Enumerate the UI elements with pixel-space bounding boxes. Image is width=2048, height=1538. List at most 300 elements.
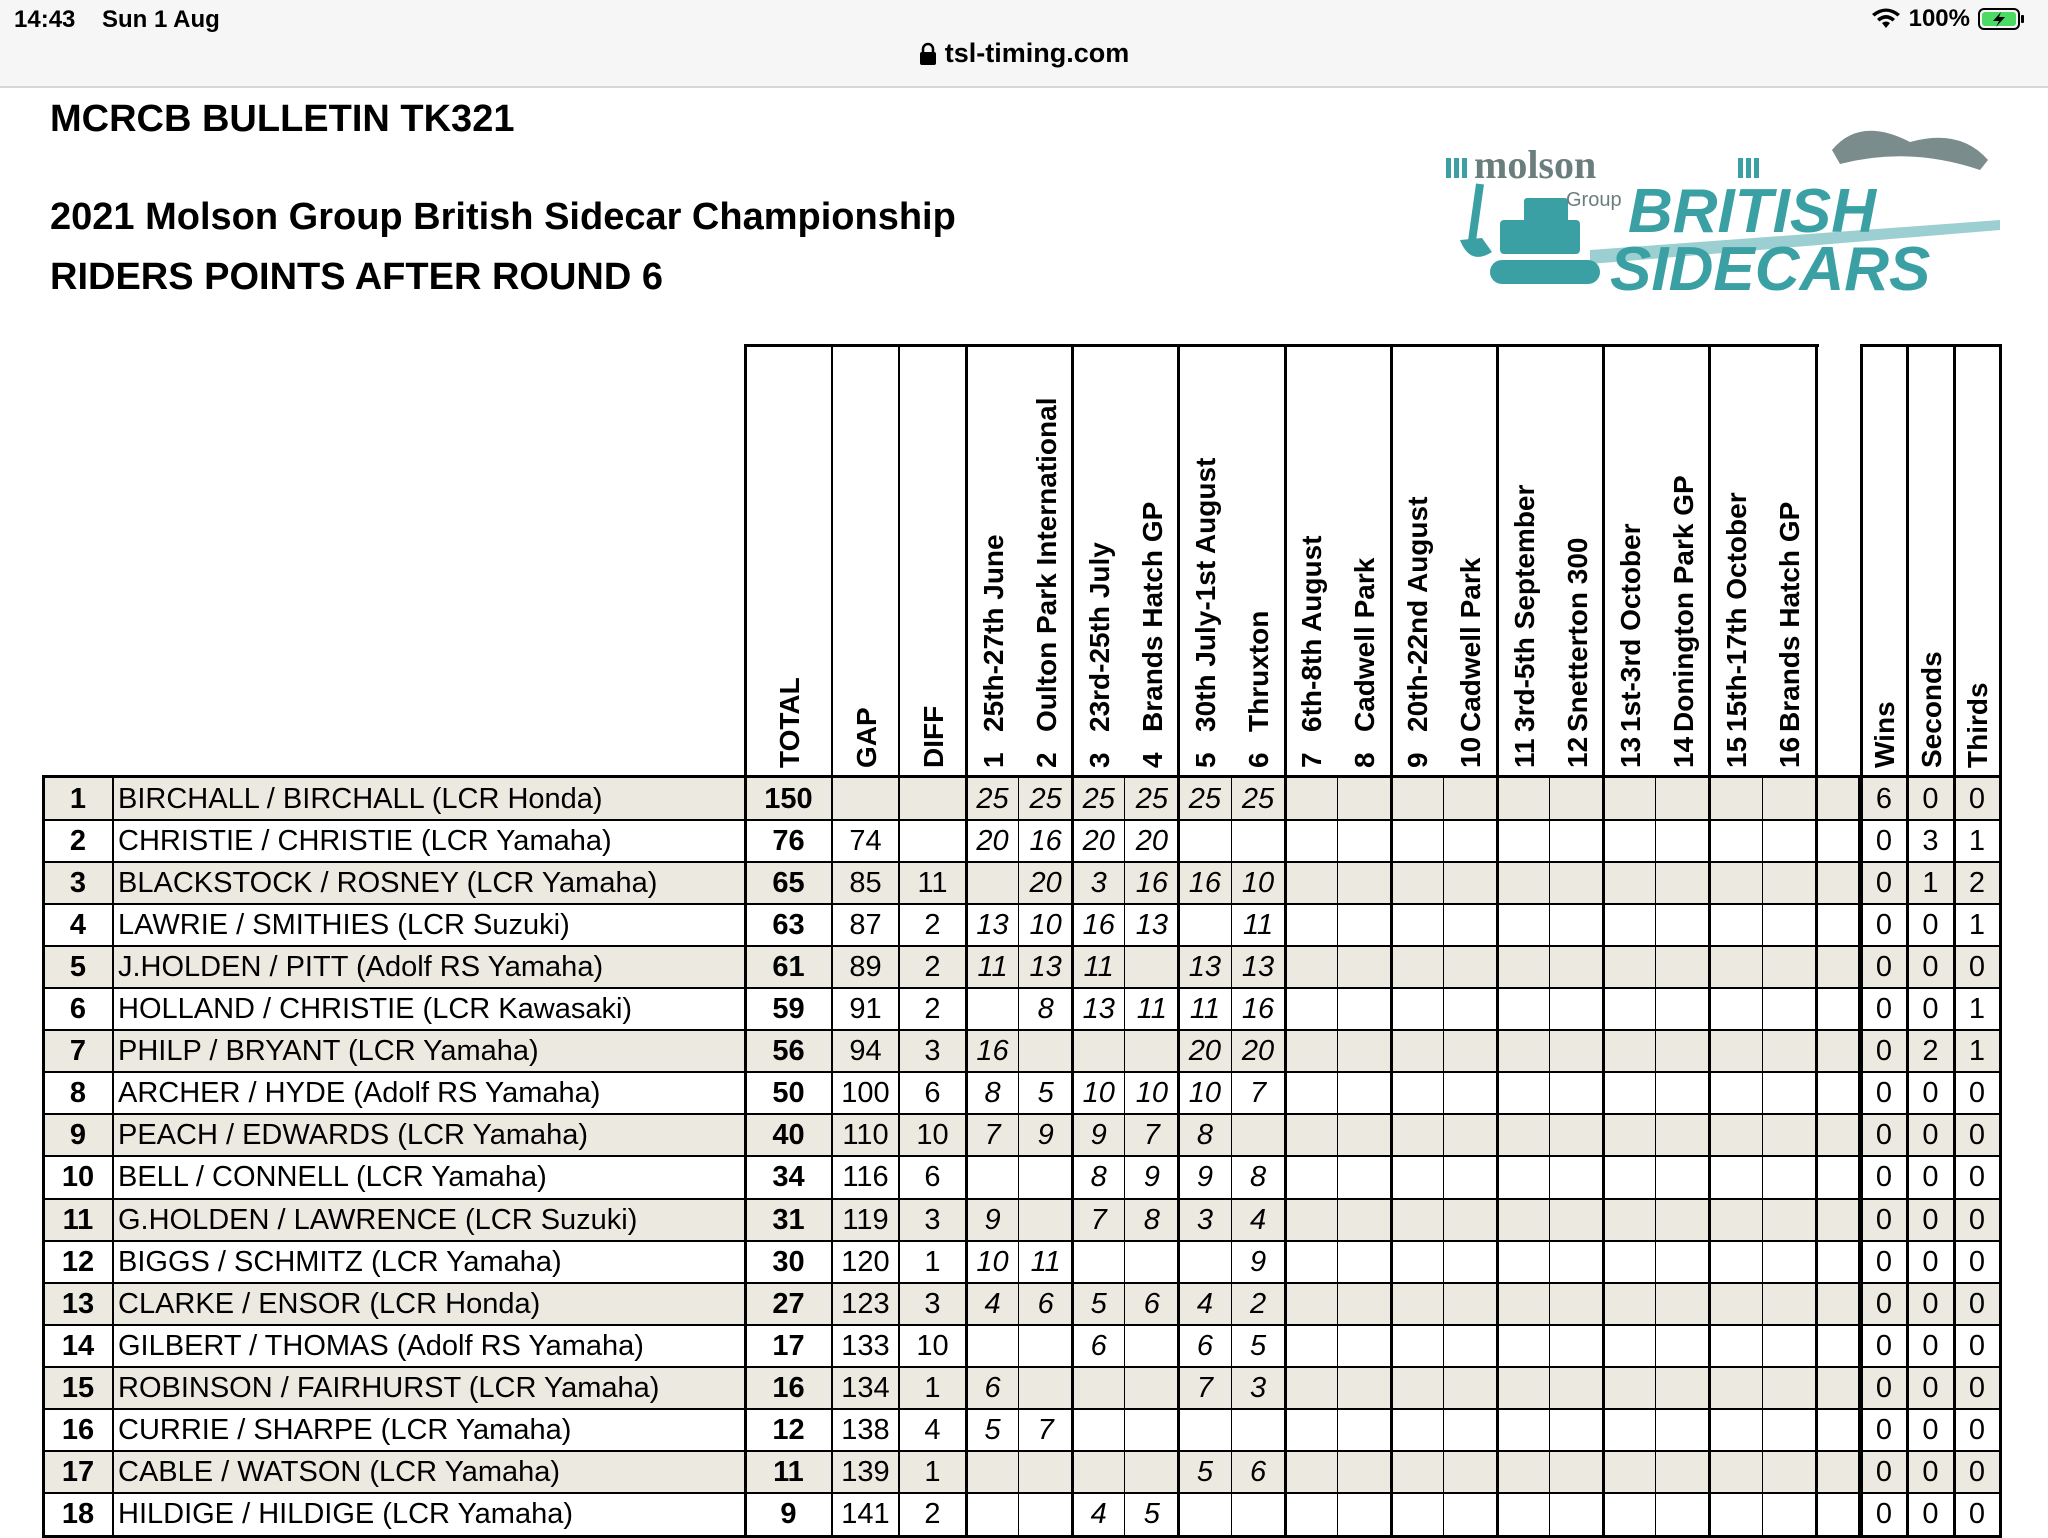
row-gap: 74	[849, 825, 882, 858]
row-thirds: 1	[1968, 1035, 1986, 1068]
col-rule	[744, 344, 747, 1538]
round-number: 9	[1402, 752, 1434, 768]
round-col-rule	[1762, 775, 1763, 1538]
row-thirds: 0	[1968, 1371, 1986, 1404]
row-position: 11	[62, 1203, 94, 1236]
row-gap: 120	[841, 1245, 890, 1278]
round-col-rule	[1337, 775, 1338, 1538]
row-round-points: 16	[1029, 825, 1062, 858]
row-diff: 2	[924, 909, 941, 942]
row-gap: 89	[849, 951, 882, 984]
round-number: 14	[1667, 736, 1699, 768]
stats-col-rule	[1906, 344, 1909, 1538]
row-rule	[43, 987, 2000, 989]
row-round-points: 13	[1188, 951, 1222, 984]
row-round-points: 9	[1143, 1161, 1160, 1194]
row-round-points: 20	[1135, 825, 1168, 858]
row-thirds: 0	[1968, 1077, 1986, 1110]
row-gap: 138	[841, 1413, 890, 1446]
round-col-rule	[1284, 344, 1287, 1538]
row-round-points: 11	[1136, 993, 1167, 1026]
round-label: Cadwell Park	[1455, 557, 1487, 732]
round-label: Brands Hatch GP	[1774, 501, 1806, 732]
row-diff: 1	[924, 1455, 941, 1488]
col-header-round-8	[1349, 558, 1381, 768]
row-wins: 0	[1875, 825, 1893, 858]
round-number: 1	[977, 752, 1009, 768]
row-round-points: 16	[1135, 867, 1168, 900]
bulletin-title: MCRCB BULLETIN TK321	[50, 98, 515, 140]
row-total: 9	[780, 1497, 797, 1530]
row-total: 61	[772, 951, 805, 984]
row-position: 14	[61, 1329, 95, 1362]
col-rule	[898, 344, 900, 1538]
status-time: 14:43	[14, 6, 76, 33]
row-rider-names: CHRISTIE / CHRISTIE (LCR Yamaha)	[118, 825, 612, 858]
row-seconds: 0	[1922, 993, 1939, 1026]
row-position: 17	[61, 1455, 95, 1488]
row-rule	[43, 1113, 2000, 1115]
row-total: 34	[772, 1161, 805, 1194]
row-rider-names: PHILP / BRYANT (LCR Yamaha)	[118, 1035, 539, 1068]
row-rider-names: LAWRIE / SMITHIES (LCR Suzuki)	[118, 909, 570, 942]
row-rider-names: CABLE / WATSON (LCR Yamaha)	[118, 1455, 561, 1488]
row-round-points: 5	[1143, 1497, 1160, 1530]
row-thirds: 0	[1968, 1287, 1986, 1320]
row-round-points: 8	[1037, 993, 1054, 1026]
row-rule	[43, 1071, 2000, 1073]
row-position: 1	[69, 783, 87, 815]
row-round-points: 10	[1135, 1077, 1168, 1110]
row-round-points: 16	[1241, 993, 1275, 1026]
row-seconds: 0	[1922, 1203, 1939, 1236]
row-seconds: 0	[1922, 1077, 1939, 1110]
row-thirds: 0	[1968, 951, 1986, 984]
row-round-points: 7	[1249, 1077, 1267, 1110]
row-round-points: 10	[1082, 1077, 1115, 1110]
round-label: 20th-22nd August	[1402, 496, 1434, 732]
round-col-rule	[1708, 344, 1711, 1538]
row-round-points: 20	[1188, 1035, 1222, 1068]
spacer-rule	[1816, 344, 1818, 1538]
row-rider-names: CLARKE / ENSOR (LCR Honda)	[118, 1287, 541, 1320]
row-round-points: 4	[1196, 1287, 1213, 1320]
row-round-points: 2	[1249, 1287, 1267, 1320]
row-rider-names: BIRCHALL / BIRCHALL (LCR Honda)	[118, 783, 603, 815]
round-number: 3	[1083, 752, 1115, 768]
col-header-round-3	[1084, 542, 1116, 768]
row-round-points: 25	[1135, 783, 1168, 815]
row-round-points: 5	[1196, 1455, 1213, 1488]
row-gap: 123	[841, 1287, 890, 1320]
row-rider-names: G.HOLDEN / LAWRENCE (LCR Suzuki)	[118, 1203, 638, 1236]
row-round-points: 20	[1082, 825, 1115, 858]
row-wins: 0	[1875, 1497, 1893, 1530]
row-gap: 110	[842, 1119, 889, 1152]
row-gap: 119	[842, 1203, 889, 1236]
row-rule	[43, 861, 2000, 863]
row-position: 10	[61, 1161, 95, 1194]
row-round-points: 20	[976, 825, 1009, 858]
row-diff: 2	[924, 951, 941, 984]
round-number: 5	[1189, 752, 1221, 768]
row-round-points: 6	[1143, 1287, 1160, 1320]
row-rule	[43, 1450, 2000, 1452]
row-gap: 133	[841, 1329, 890, 1362]
row-rule	[43, 1492, 2000, 1494]
col-header-round-13	[1615, 524, 1647, 769]
header-top-rule	[745, 344, 1816, 347]
col-header-round-4	[1137, 502, 1169, 768]
col-header-wins: Wins	[1869, 701, 1900, 768]
row-position: 4	[69, 909, 87, 942]
col-header-round-14	[1668, 475, 1700, 768]
row-seconds: 0	[1922, 783, 1939, 815]
row-diff: 3	[924, 1035, 941, 1068]
row-seconds: 0	[1922, 1497, 1939, 1530]
round-label: Donington Park GP	[1667, 475, 1699, 732]
stats-col-rule	[1860, 344, 1863, 1538]
row-position: 18	[61, 1497, 95, 1530]
row-rider-names: GILBERT / THOMAS (Adolf RS Yamaha)	[118, 1329, 644, 1362]
row-round-points: 5	[984, 1413, 1001, 1446]
row-round-points: 6	[1249, 1455, 1267, 1488]
row-diff: 2	[924, 993, 941, 1026]
row-position: 9	[69, 1119, 87, 1152]
row-thirds: 1	[1968, 909, 1986, 942]
row-round-points: 7	[1090, 1203, 1107, 1236]
col-header-round-10	[1455, 558, 1487, 768]
row-round-points: 11	[1030, 1245, 1061, 1278]
row-rider-names: HOLLAND / CHRISTIE (LCR Kawasaki)	[118, 993, 633, 1026]
row-total: 17	[772, 1329, 805, 1362]
row-position: 12	[61, 1245, 95, 1278]
row-wins: 0	[1875, 1371, 1893, 1404]
row-total: 65	[772, 867, 805, 900]
round-number: 12	[1561, 736, 1593, 768]
round-number: 4	[1136, 752, 1168, 768]
row-diff: 1	[924, 1371, 941, 1404]
round-label: 1st-3rd October	[1614, 523, 1646, 732]
row-round-points: 10	[976, 1245, 1009, 1278]
row-rule	[43, 1408, 2000, 1410]
row-gap: 94	[849, 1035, 882, 1068]
round-col-rule	[1443, 775, 1444, 1538]
row-total: 11	[773, 1455, 804, 1488]
row-round-points: 8	[1249, 1161, 1267, 1194]
row-rider-names: CURRIE / SHARPE (LCR Yamaha)	[118, 1413, 572, 1446]
battery-percent: 100%	[1908, 5, 1970, 32]
row-position: 3	[69, 867, 87, 900]
row-total: 150	[764, 783, 813, 815]
row-diff: 4	[924, 1413, 941, 1446]
row-total: 56	[772, 1035, 805, 1068]
stats-col-rule	[1953, 344, 1956, 1538]
col-header-total: TOTAL	[773, 677, 805, 768]
round-col-rule	[1655, 775, 1656, 1538]
row-diff: 2	[924, 1497, 941, 1530]
round-number: 6	[1243, 752, 1275, 768]
row-seconds: 0	[1922, 951, 1939, 984]
row-diff: 1	[924, 1245, 941, 1278]
row-round-points: 3	[1249, 1371, 1267, 1404]
row-thirds: 0	[1968, 783, 1986, 815]
row-round-points: 13	[976, 909, 1009, 942]
col-rule	[831, 344, 833, 1538]
row-round-points: 20	[1241, 1035, 1275, 1068]
row-total: 16	[772, 1371, 805, 1404]
col-header-thirds: Thirds	[1962, 682, 1993, 768]
col-header-seconds: Seconds	[1915, 651, 1947, 768]
row-total: 59	[772, 993, 805, 1026]
row-rule	[43, 1155, 2000, 1157]
row-wins: 0	[1875, 1035, 1893, 1068]
row-position: 16	[61, 1413, 95, 1446]
row-gap: 116	[842, 1161, 889, 1194]
row-round-points: 4	[1090, 1497, 1107, 1530]
col-header-gap: GAP	[850, 707, 882, 768]
row-gap: 100	[841, 1077, 890, 1110]
row-thirds: 0	[1968, 1203, 1986, 1236]
row-rule	[43, 1324, 2000, 1326]
row-thirds: 0	[1968, 1497, 1986, 1530]
table-bottom-rule	[43, 1535, 2000, 1538]
row-seconds: 0	[1922, 1329, 1939, 1362]
round-label: 3rd-5th September	[1508, 484, 1540, 732]
row-rider-names: BLACKSTOCK / ROSNEY (LCR Yamaha)	[118, 867, 658, 900]
stats-col-rule	[1999, 344, 2002, 1538]
row-wins: 0	[1875, 951, 1893, 984]
round-col-rule	[1549, 775, 1550, 1538]
row-seconds: 0	[1922, 1161, 1939, 1194]
row-wins: 0	[1875, 1287, 1893, 1320]
col-header-round-12	[1562, 538, 1594, 769]
row-rider-names: BELL / CONNELL (LCR Yamaha)	[118, 1161, 547, 1194]
col-header-round-16	[1774, 502, 1806, 768]
row-round-points: 6	[1037, 1287, 1054, 1320]
round-label: 25th-27th June	[977, 534, 1009, 732]
row-round-points: 6	[1090, 1329, 1107, 1362]
row-rule	[43, 1029, 2000, 1031]
row-wins: 0	[1875, 993, 1893, 1026]
championship-title: 2021 Molson Group British Sidecar Championship	[50, 196, 956, 238]
row-round-points: 4	[984, 1287, 1001, 1320]
row-round-points: 8	[1090, 1161, 1107, 1194]
row-wins: 0	[1875, 867, 1893, 900]
row-total: 31	[772, 1203, 805, 1236]
row-thirds: 0	[1968, 1119, 1986, 1152]
row-position: 13	[61, 1287, 95, 1320]
row-rider-names: HILDIGE / HILDIGE (LCR Yamaha)	[118, 1497, 574, 1530]
row-wins: 0	[1875, 1413, 1893, 1446]
table-top-rule	[43, 775, 2000, 778]
col-rule	[112, 775, 114, 1538]
row-rule	[43, 903, 2000, 905]
row-round-points: 11	[1083, 951, 1114, 984]
row-round-points: 25	[976, 783, 1009, 815]
row-rule	[43, 1198, 2000, 1200]
row-gap: 134	[841, 1371, 890, 1404]
row-round-points: 25	[1188, 783, 1222, 815]
round-label: 6th-8th August	[1296, 535, 1328, 732]
row-diff: 3	[924, 1287, 941, 1320]
row-round-points: 10	[1188, 1077, 1222, 1110]
col-rule	[42, 775, 45, 1538]
row-thirds: 0	[1968, 1161, 1986, 1194]
round-col-rule	[1602, 344, 1605, 1538]
row-round-points: 6	[1196, 1329, 1213, 1362]
row-seconds: 0	[1922, 1287, 1939, 1320]
row-round-points: 13	[1135, 909, 1168, 942]
row-thirds: 0	[1968, 1413, 1986, 1446]
row-round-points: 5	[1249, 1329, 1267, 1362]
round-col-rule	[1124, 775, 1125, 1538]
row-round-points: 3	[1196, 1203, 1213, 1236]
row-thirds: 0	[1968, 1329, 1986, 1362]
row-round-points: 13	[1241, 951, 1275, 984]
col-header-round-2	[1031, 398, 1063, 768]
row-thirds: 1	[1968, 993, 1986, 1026]
header-top-rule-stats	[1861, 344, 2000, 347]
row-seconds: 0	[1922, 1119, 1939, 1152]
row-round-points: 9	[1196, 1161, 1213, 1194]
row-round-points: 16	[1082, 909, 1115, 942]
row-wins: 0	[1875, 1119, 1893, 1152]
row-round-points: 10	[1241, 867, 1275, 900]
row-diff: 6	[924, 1161, 941, 1194]
row-gap: 141	[841, 1497, 890, 1530]
col-header-round-15	[1721, 492, 1753, 768]
row-round-points: 9	[1037, 1119, 1054, 1152]
col-header-round-5	[1190, 458, 1222, 768]
row-round-points: 8	[984, 1077, 1001, 1110]
round-number: 2	[1030, 752, 1062, 768]
row-position: 8	[69, 1077, 87, 1110]
row-seconds: 0	[1922, 1413, 1939, 1446]
row-wins: 0	[1875, 1161, 1893, 1194]
status-date: Sun 1 Aug	[102, 6, 220, 33]
row-diff: 11	[917, 867, 948, 900]
logo-word-sidecars: SIDECARS	[1610, 235, 1931, 300]
round-number: 13	[1614, 736, 1646, 768]
row-rule	[43, 819, 2000, 821]
row-seconds: 3	[1922, 825, 1939, 858]
row-round-points: 20	[1029, 867, 1062, 900]
row-diff: 6	[924, 1077, 941, 1110]
row-total: 76	[772, 825, 805, 858]
round-number: 7	[1296, 752, 1328, 768]
row-rider-names: ARCHER / HYDE (Adolf RS Yamaha)	[118, 1077, 601, 1110]
row-position: 6	[69, 993, 87, 1026]
row-thirds: 2	[1968, 867, 1986, 900]
row-round-points: 13	[1029, 951, 1062, 984]
row-round-points: 5	[1037, 1077, 1054, 1110]
row-diff: 10	[916, 1329, 949, 1362]
row-rule	[43, 1366, 2000, 1368]
row-seconds: 0	[1922, 1371, 1939, 1404]
row-rule	[43, 1240, 2000, 1242]
row-total: 63	[772, 909, 805, 942]
row-wins: 6	[1875, 783, 1893, 815]
row-seconds: 0	[1922, 909, 1939, 942]
round-label: Snetterton 300	[1561, 537, 1593, 732]
round-label: 23rd-25th July	[1083, 542, 1115, 732]
row-round-points: 11	[977, 951, 1008, 984]
row-rider-names: BIGGS / SCHMITZ (LCR Yamaha)	[118, 1245, 562, 1278]
round-label: Oulton Park International	[1030, 397, 1062, 732]
round-col-rule	[965, 344, 968, 1538]
col-header-round-1	[978, 534, 1010, 768]
url-text[interactable]: tsl-timing.com	[944, 38, 1130, 68]
round-col-rule	[1177, 344, 1180, 1538]
stats-double-rule	[1858, 775, 1860, 1538]
row-seconds: 0	[1922, 1245, 1939, 1278]
row-position: 2	[69, 825, 87, 858]
logo-word-molson: molson	[1474, 142, 1597, 187]
col-header-round-7	[1296, 536, 1328, 769]
row-round-points: 11	[1242, 909, 1274, 942]
row-round-points: 9	[984, 1203, 1001, 1236]
round-number: 11	[1508, 738, 1540, 768]
row-rule	[43, 945, 2000, 947]
row-gap: 85	[849, 867, 882, 900]
col-header-round-6	[1243, 611, 1275, 768]
row-diff: 10	[916, 1119, 949, 1152]
round-col-rule	[1018, 775, 1019, 1538]
row-thirds: 0	[1968, 1245, 1986, 1278]
row-rider-names: ROBINSON / FAIRHURST (LCR Yamaha)	[118, 1371, 660, 1404]
row-round-points: 10	[1029, 909, 1062, 942]
row-wins: 0	[1875, 1203, 1893, 1236]
row-round-points: 9	[1249, 1245, 1267, 1278]
row-round-points: 4	[1249, 1203, 1267, 1236]
round-label: Brands Hatch GP	[1136, 501, 1168, 732]
row-thirds: 1	[1968, 825, 1986, 858]
round-col-rule	[1231, 775, 1232, 1538]
row-wins: 0	[1875, 1245, 1893, 1278]
row-gap: 139	[841, 1455, 890, 1488]
row-diff: 3	[924, 1203, 941, 1236]
col-header-round-11	[1509, 485, 1541, 768]
row-seconds: 1	[1922, 867, 1939, 900]
row-round-points: 13	[1082, 993, 1115, 1026]
round-number: 16	[1774, 736, 1806, 768]
row-rider-names: PEACH / EDWARDS (LCR Yamaha)	[118, 1119, 589, 1152]
row-gap: 91	[849, 993, 882, 1026]
round-label: 15th-17th October	[1720, 492, 1752, 732]
row-wins: 0	[1875, 909, 1893, 942]
round-col-rule	[1390, 344, 1393, 1538]
round-number: 15	[1720, 736, 1752, 768]
row-round-points: 8	[1196, 1119, 1213, 1152]
row-round-points: 25	[1029, 783, 1062, 815]
row-round-points: 7	[984, 1119, 1001, 1152]
round-col-rule	[1071, 344, 1074, 1538]
row-wins: 0	[1875, 1455, 1893, 1488]
row-wins: 0	[1875, 1329, 1893, 1362]
row-total: 12	[772, 1413, 805, 1446]
round-label: Cadwell Park	[1349, 557, 1381, 732]
row-position: 5	[69, 951, 87, 984]
row-seconds: 0	[1922, 1455, 1939, 1488]
row-round-points: 7	[1143, 1119, 1160, 1152]
row-round-points: 3	[1090, 867, 1107, 900]
row-total: 27	[772, 1287, 805, 1320]
row-round-points: 7	[1196, 1371, 1213, 1404]
row-total: 50	[772, 1077, 805, 1110]
round-label: Thruxton	[1243, 610, 1275, 732]
col-header-diff: DIFF	[917, 705, 949, 768]
